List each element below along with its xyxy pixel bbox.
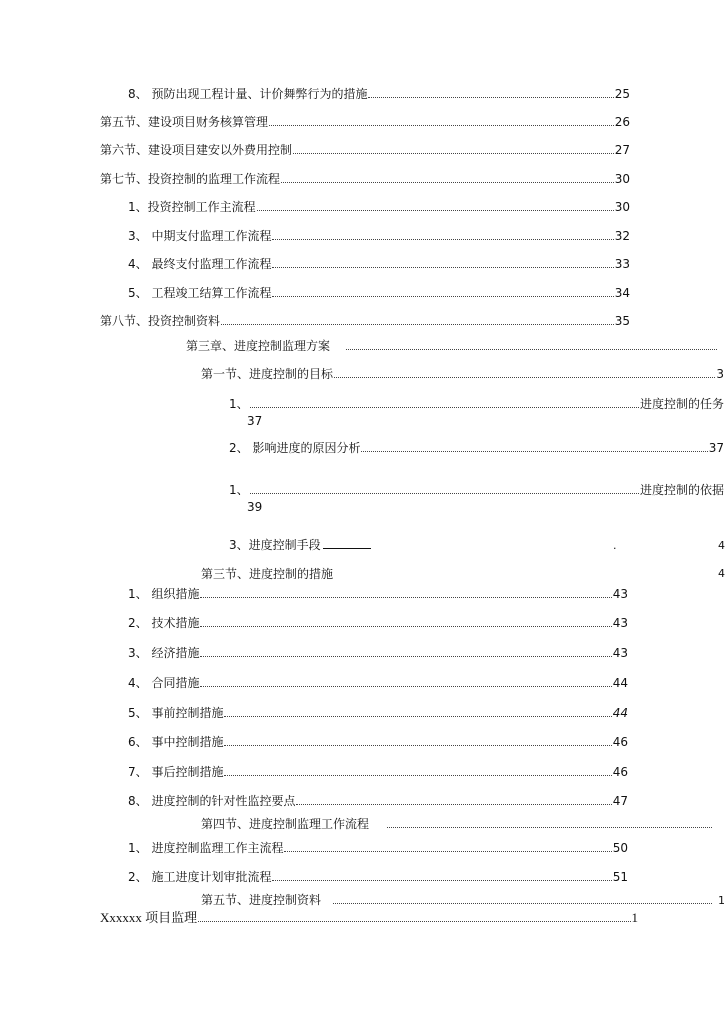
dot-leader [272, 869, 611, 881]
dot-leader [221, 313, 614, 325]
stray-mark: 4 [718, 539, 725, 552]
stray-mark: 1 [718, 894, 725, 907]
toc-entry-label: 3、进度控制手段 [229, 538, 321, 552]
toc-entry[interactable] [128, 615, 628, 631]
toc-page-number: 46 [612, 765, 628, 779]
toc-entry-label: 1、 [229, 483, 249, 497]
toc-entry-label: 第三节、进度控制的措施 [201, 567, 334, 581]
toc-entry[interactable] [100, 910, 638, 926]
toc-page-number: 33 [614, 257, 630, 271]
toc-entry[interactable] [100, 114, 630, 130]
toc-page-number: 44 [612, 676, 628, 690]
toc-page-number: 44 [612, 706, 628, 720]
toc-entry-label: 第五节、进度控制资料 [201, 893, 322, 907]
toc-entry-label: 4、 合同措施 [128, 676, 200, 690]
toc-entry-label: 2、 技术措施 [128, 616, 200, 630]
toc-entry-label: 第三章、进度控制监理方案 [186, 339, 331, 353]
dot-leader [224, 705, 611, 717]
toc-page-number: 37 [708, 441, 724, 455]
toc-page-number: 32 [614, 229, 630, 243]
toc-entry-label: 第四节、进度控制监理工作流程 [201, 817, 370, 831]
toc-entry[interactable] [229, 396, 724, 412]
toc-entry-label: 1、 [229, 397, 249, 411]
dot-leader [333, 892, 712, 904]
toc-entry[interactable] [128, 645, 628, 661]
toc-entry[interactable] [100, 171, 630, 187]
toc-entry-label: 6、 事中控制措施 [128, 735, 224, 749]
toc-entry-label: 8、 预防出现工程计量、计价舞弊行为的措施 [128, 87, 368, 101]
toc-entry[interactable] [186, 338, 718, 354]
toc-page-number: 1 [631, 910, 638, 925]
toc-entry-label: 1、投资控制工作主流程 [128, 200, 256, 214]
toc-page-number: 35 [614, 314, 630, 328]
toc-entry-label: 3、 经济措施 [128, 646, 200, 660]
toc-entry[interactable] [128, 869, 628, 885]
dot-leader [346, 338, 717, 350]
dot-leader [284, 840, 611, 852]
toc-page-number: 进度控制的依据 [639, 483, 724, 497]
dot-leader [250, 482, 639, 494]
toc-entry[interactable] [128, 586, 628, 602]
toc-page-number: 46 [612, 735, 628, 749]
underline-stub [323, 538, 371, 549]
toc-page-number: 34 [614, 286, 630, 300]
toc-page-number: 51 [612, 870, 628, 884]
toc-entry-label: 2、 影响进度的原因分析 [229, 441, 361, 455]
dot-leader [200, 615, 611, 627]
dot-leader [272, 228, 613, 240]
toc-entry[interactable] [128, 793, 628, 809]
toc-entry[interactable] [100, 313, 630, 329]
dot-leader [224, 764, 611, 776]
dot-leader [296, 793, 611, 805]
toc-entry[interactable] [128, 734, 628, 750]
toc-page-number: 30 [614, 200, 630, 214]
dot-leader [272, 285, 613, 297]
toc-entry-label: 5、 事前控制措施 [128, 706, 224, 720]
dot-leader [269, 114, 614, 126]
toc-entry[interactable] [229, 537, 429, 553]
toc-entry[interactable] [128, 705, 628, 721]
toc-page-number-continued: 37 [247, 414, 263, 428]
stray-mark: 4 [718, 567, 725, 580]
toc-page-number: 3 [716, 367, 724, 381]
toc-entry[interactable] [201, 366, 724, 382]
toc-page-number: 25 [614, 87, 630, 101]
toc-page-number: 43 [612, 587, 628, 601]
toc-entry[interactable] [128, 764, 628, 780]
toc-entry[interactable] [128, 285, 630, 301]
toc-entry[interactable] [100, 142, 630, 158]
toc-entry-label: 第五节、建设项目财务核算管理 [100, 115, 269, 129]
toc-entry[interactable] [229, 482, 724, 498]
dot-leader [272, 256, 613, 268]
toc-entry-label: 2、 施工进度计划审批流程 [128, 870, 272, 884]
toc-page-number: 27 [614, 143, 630, 157]
dot-leader [224, 734, 611, 746]
toc-entry[interactable] [128, 228, 630, 244]
stray-mark: . [613, 539, 617, 552]
toc-entry[interactable] [128, 256, 630, 272]
dot-leader [198, 910, 630, 922]
toc-page-number: 43 [612, 616, 628, 630]
toc-entry-label: 第六节、建设项目建安以外费用控制 [100, 143, 293, 157]
dot-leader [250, 396, 639, 408]
toc-entry[interactable] [128, 840, 628, 856]
toc-entry-label: 第七节、投资控制的监理工作流程 [100, 172, 281, 186]
toc-entry-label: 8、 进度控制的针对性监控要点 [128, 794, 296, 808]
dot-leader [200, 586, 611, 598]
toc-entry[interactable] [201, 566, 501, 582]
dot-leader [293, 142, 614, 154]
dot-leader [281, 171, 614, 183]
toc-entry-label: 1、 组织措施 [128, 587, 200, 601]
dot-leader [387, 816, 712, 828]
toc-entry-label: 第一节、进度控制的目标 [201, 367, 334, 381]
toc-entry[interactable] [128, 86, 630, 102]
dot-leader [200, 645, 611, 657]
toc-page-number: 43 [612, 646, 628, 660]
toc-entry-label: 4、 最终支付监理工作流程 [128, 257, 272, 271]
toc-entry[interactable] [128, 675, 628, 691]
toc-entry-label: 7、 事后控制措施 [128, 765, 224, 779]
toc-entry[interactable] [128, 199, 630, 215]
dot-leader [200, 675, 611, 687]
toc-entry-label: 1、 进度控制监理工作主流程 [128, 841, 284, 855]
toc-entry[interactable] [201, 816, 713, 832]
toc-entry-label: 第八节、投资控制资料 [100, 314, 221, 328]
dot-leader [334, 366, 715, 378]
toc-page-number: 进度控制的任务 [639, 397, 724, 411]
toc-page-number: 50 [612, 841, 628, 855]
toc-entry-label: 5、 工程竣工结算工作流程 [128, 286, 272, 300]
toc-entry[interactable] [229, 440, 724, 456]
toc-entry[interactable] [201, 892, 713, 908]
toc-page-number: 47 [612, 794, 628, 808]
dot-leader [257, 199, 614, 211]
dot-leader [368, 86, 613, 98]
toc-page-number: 26 [614, 115, 630, 129]
dot-leader [361, 440, 707, 452]
toc-entry-label: 3、 中期支付监理工作流程 [128, 229, 272, 243]
toc-entry-label: Xxxxxx 项目监理 [100, 910, 198, 925]
toc-page-number-continued: 39 [247, 500, 263, 514]
toc-page-number: 30 [614, 172, 630, 186]
